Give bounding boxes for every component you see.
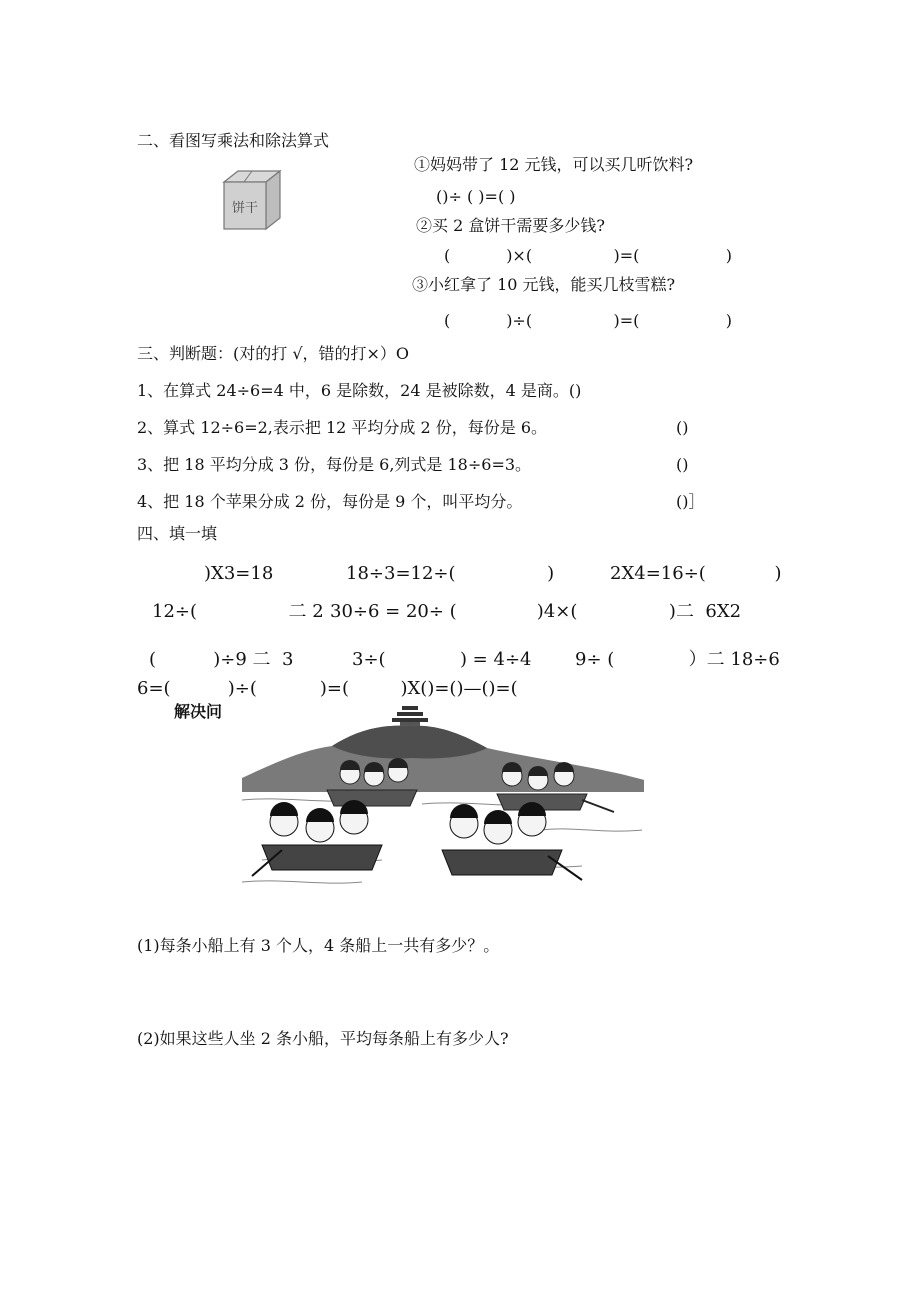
problem-1: (1)每条小船上有 3 个人，4 条船上一共有多少？。 <box>137 936 500 955</box>
section-2-title: 二、看图写乘法和除法算式 <box>137 131 330 150</box>
question-2-formula: ( )×( )=( ) <box>444 246 733 265</box>
judgement-item-1: 1、在算式 24÷6=4 中，6 是除数，24 是被除数，4 是商。() <box>137 381 582 400</box>
boats-picture <box>174 700 644 890</box>
fill-3b: 3÷( ) = 4÷4 <box>352 649 532 670</box>
judgement-mark-3: () <box>676 455 689 474</box>
fill-3a: ( )÷9 二 3 <box>149 649 294 670</box>
fill-1a: )X3=18 <box>204 563 274 584</box>
water-lines <box>242 799 642 883</box>
question-1-formula: ()÷ ( )=( ) <box>436 187 516 206</box>
question-2: ②买 2 盒饼干需要多少钱? <box>416 216 605 235</box>
fill-3c: 9÷ ( ）二 18÷6 <box>575 649 780 670</box>
boat-front-right <box>442 802 582 880</box>
boat-front-left <box>252 800 382 876</box>
section-3-title: 三、判断题：(对的打 √，错的打×）O <box>137 344 410 363</box>
section-4-title: 四、填一填 <box>137 524 218 543</box>
question-3: ③小红拿了 10 元钱，能买几枝雪糕? <box>412 275 676 294</box>
judgement-item-2: 2、算式 12÷6=2,表示把 12 平均分成 2 份，每份是 6。 <box>137 418 548 437</box>
judgement-mark-2: () <box>676 418 689 437</box>
fill-1b: 18÷3=12÷( ) <box>346 563 555 584</box>
picture-heading: 解决问 <box>174 702 223 721</box>
fill-2b: 30÷6 = 20÷ ( )4×( )二 6X2 <box>330 601 742 622</box>
judgement-mark-4: ()］ <box>676 492 705 511</box>
question-3-formula: ( )÷( )=( ) <box>444 311 733 330</box>
fill-1c: 2X4=16÷( ) <box>610 563 782 584</box>
judgement-item-3: 3、把 18 平均分成 3 份，每份是 6,列式是 18÷6=3。 <box>137 455 532 474</box>
fill-4: 6=( )÷( )=( )X()=()—()=( <box>137 678 518 699</box>
question-1: ①妈妈带了 12 元钱，可以买几听饮料? <box>414 155 694 174</box>
problem-2: (2)如果这些人坐 2 条小船，平均每条船上有多少人? <box>137 1029 509 1048</box>
biscuit-box-image <box>218 168 282 232</box>
judgement-item-4: 4、把 18 个苹果分成 2 份，每份是 9 个，叫平均分。 <box>137 492 523 511</box>
fill-2a: 12÷( 二 2 <box>152 601 324 622</box>
biscuit-box-label: 饼干 <box>231 201 259 216</box>
